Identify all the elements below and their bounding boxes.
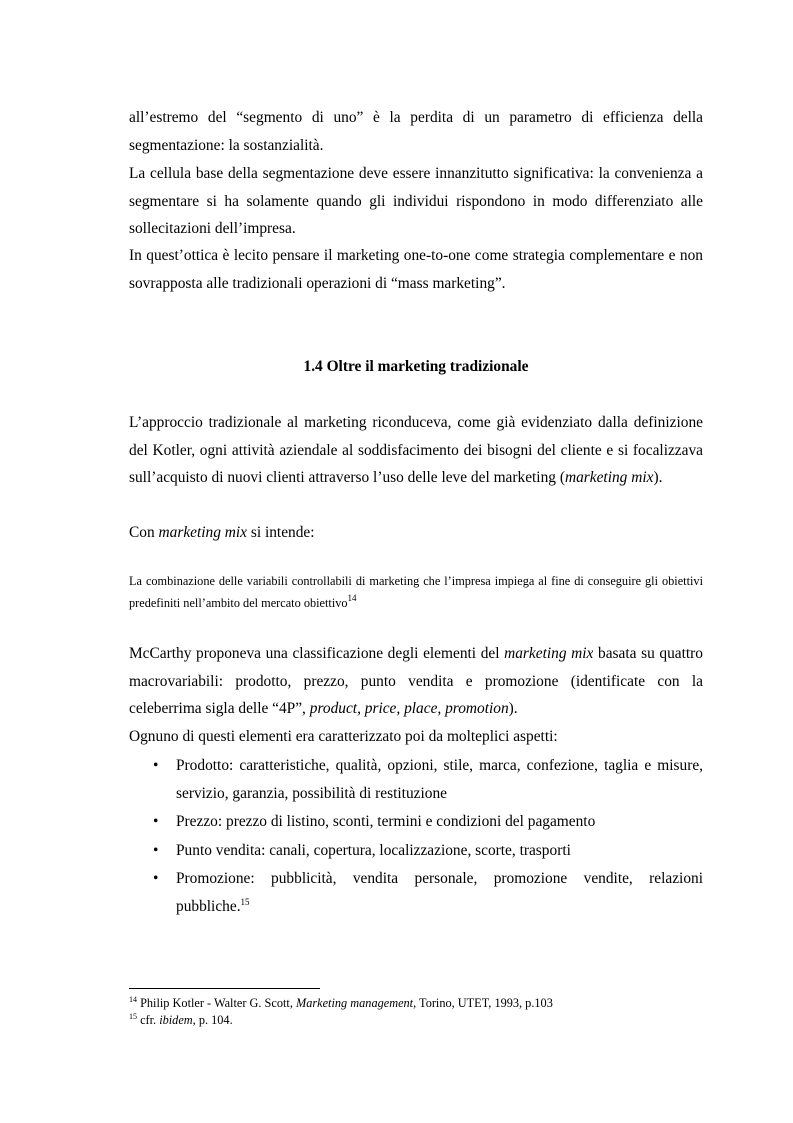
list-item [129,752,703,807]
bullet-icon: • [153,841,159,859]
paragraph-segmentation-end: all’estremo del “segmento di uno” è la perdita di un parametro di efficienza della segmentazione: la sostanzialità. [129,109,703,154]
paragraph-intro [129,409,703,492]
bullet-icon: • [153,813,159,830]
footnote-number: 14 [129,995,137,1004]
definition-quote [129,570,703,614]
paragraph-definition-lead [129,519,703,547]
mccarthy-emphasis-2: product, price, place, promotion [309,700,509,717]
quote-text: La combinazione delle variabili controllabili di marketing che l’impresa impiega al fine di conseguire gli obiettivi predefiniti nell’ambito del mercato obiettivo [129,574,703,610]
paragraph-one-to-one: In quest’ottica è lecito pensare il marketing one-to-one come strategia complementare e non sovrapposta alle tradizionali operazioni di “mass marketing”. [129,247,703,292]
bullet-icon: • [153,757,159,774]
mccarthy-emphasis-1: marketing mix [504,645,594,662]
list-item-text: Punto vendita: canali, copertura, localizzazione, scorte, trasporti [176,841,571,859]
list-item-text: Prezzo: prezzo di listino, sconti, termini e condizioni del pagamento [176,813,596,830]
footnote-ref-15: 15 [240,896,250,907]
section-heading: 1.4 Oltre il marketing tradizionale [303,358,529,375]
footnote-title: Marketing management [295,996,414,1010]
aspects-list [129,752,703,921]
footnote-text: Philip Kotler - Walter G. Scott, [137,996,296,1010]
definition-lead-emphasis: marketing mix [158,524,247,541]
footnote-tail: , p. 104. [192,1013,233,1027]
list-item-text: Prodotto: caratteristiche, qualità, opzioni, stile, marca, confezione, taglia e misure, servizio, garanzia, possibilità di restituzione [176,757,703,802]
footnote-14 [129,996,729,1011]
footnote-divider [129,988,320,989]
mccarthy-text-1: McCarthy proponeva una classificazione degli elementi del [129,645,505,662]
list-item [129,865,703,920]
paragraph-aspects-lead: Ognuno di questi elementi era caratterizzato poi da molteplici aspetti: [129,728,558,745]
list-item [129,808,703,836]
list-item-text: Promozione: pubblicità, vendita personale, promozione vendite, relazioni pubbliche. [176,870,703,915]
footnote-tail: , Torino, UTET, 1993, p.103 [413,996,553,1010]
footnote-number: 15 [129,1012,137,1021]
footnote-ref-14: 14 [347,593,357,603]
bullet-icon: • [153,870,159,887]
intro-text: L’approccio tradizionale al marketing riconduceva, come già evidenziato dalla definizione del Kotler, ogni attività aziendale al soddisfacimento dei bisogni del cliente e si focalizzava sull’acquisto di nuovi clienti attraverso l’uso delle leve del marketing ( [129,414,703,486]
footnote-title: ibidem [159,1013,193,1027]
footnote-text: cfr. [137,1013,160,1027]
definition-lead-text: Con [129,524,159,541]
intro-emphasis: marketing mix [564,469,654,486]
paragraph-cellula-base: La cellula base della segmentazione deve essere innanzitutto significativa: la convenienza a segmentare si ha solamente quando gli individui rispondono in modo differenziato alle sollecitazioni dell’impresa. [129,165,703,237]
paragraph-mccarthy [129,640,703,723]
list-item [129,837,703,865]
definition-lead-tail: si intende: [247,524,315,541]
intro-tail: ). [653,469,663,486]
mccarthy-text-3: ). [508,700,518,717]
footnote-15 [129,1013,729,1028]
mccarthy-text-2: basata su quattro macrovariabili: prodotto, prezzo, punto vendita e promozione (identificate con la celeberrima sigla delle “4P”, [129,645,704,717]
